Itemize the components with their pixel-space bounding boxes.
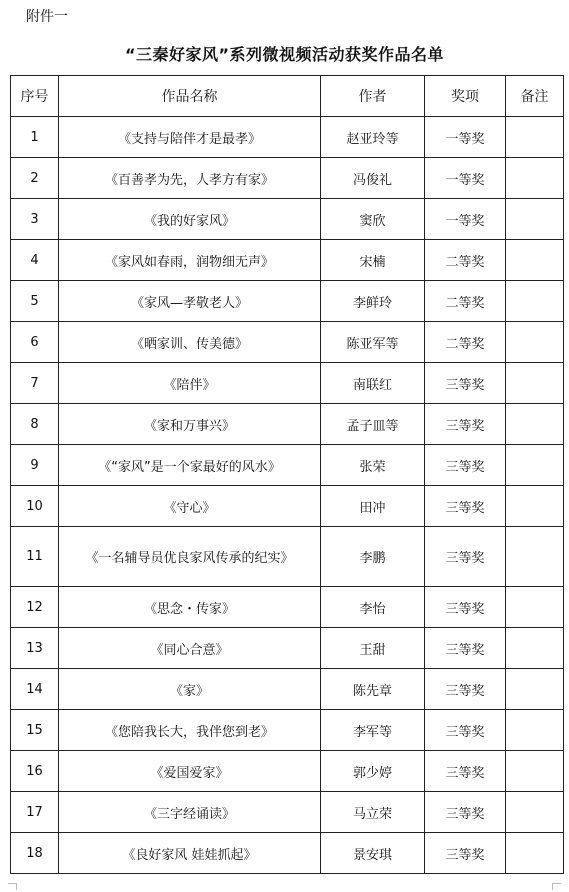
table-row	[11, 404, 564, 445]
cell-award: 二等奖	[425, 322, 506, 363]
cell-author: 李鹏	[321, 527, 425, 587]
cell-work-title: 《家》	[59, 669, 321, 710]
cell-work-title: 《我的好家风》	[59, 199, 321, 240]
attachment-label: 附件一	[26, 9, 68, 25]
cell-number: 18	[11, 833, 59, 874]
cell-work-title: 《“家风”是一个家最好的风水》	[59, 445, 321, 486]
cell-author: 李鲜玲	[321, 281, 425, 322]
table-row	[11, 669, 564, 710]
cell-number: 11	[11, 527, 59, 587]
cell-note	[506, 587, 564, 628]
cell-award: 二等奖	[425, 281, 506, 322]
header-no: 序号	[11, 76, 59, 117]
table-header-row	[11, 76, 564, 117]
table-row	[11, 792, 564, 833]
cell-note	[506, 833, 564, 874]
cell-number: 14	[11, 669, 59, 710]
table-row	[11, 281, 564, 322]
cell-award: 一等奖	[425, 199, 506, 240]
cell-author: 宋楠	[321, 240, 425, 281]
cell-author: 李怡	[321, 587, 425, 628]
header-work-title: 作品名称	[59, 76, 321, 117]
cell-award: 一等奖	[425, 158, 506, 199]
table-row	[11, 240, 564, 281]
table-row	[11, 751, 564, 792]
cell-note	[506, 404, 564, 445]
cell-number: 12	[11, 587, 59, 628]
cell-number: 6	[11, 322, 59, 363]
cell-work-title: 《您陪我长大，我伴您到老》	[59, 710, 321, 751]
cell-note	[506, 240, 564, 281]
cell-note	[506, 363, 564, 404]
table-row	[11, 486, 564, 527]
cell-work-title: 《同心合意》	[59, 628, 321, 669]
cell-note	[506, 751, 564, 792]
cell-author: 陈先章	[321, 669, 425, 710]
cell-note	[506, 199, 564, 240]
cell-author: 赵亚玲等	[321, 117, 425, 158]
cell-work-title: 《一名辅导员优良家风传承的纪实》	[59, 527, 321, 587]
cell-work-title: 《家风—孝敬老人》	[59, 281, 321, 322]
header-award: 奖项	[425, 76, 506, 117]
cell-number: 7	[11, 363, 59, 404]
cell-number: 15	[11, 710, 59, 751]
cell-note	[506, 710, 564, 751]
cell-work-title: 《三字经诵读》	[59, 792, 321, 833]
table-row	[11, 117, 564, 158]
document-title: “三秦好家风”系列微视频活动获奖作品名单	[124, 45, 445, 64]
cell-award: 二等奖	[425, 240, 506, 281]
cell-work-title: 《支持与陪伴才是最孝》	[59, 117, 321, 158]
table-row	[11, 527, 564, 587]
cell-award: 三等奖	[425, 669, 506, 710]
cell-work-title: 《百善孝为先，人孝方有家》	[59, 158, 321, 199]
cell-author: 孟子皿等	[321, 404, 425, 445]
cell-author: 窦欣	[321, 199, 425, 240]
table-body	[11, 117, 564, 874]
cell-author: 陈亚军等	[321, 322, 425, 363]
cell-note	[506, 628, 564, 669]
cell-work-title: 《晒家训、传美德》	[59, 322, 321, 363]
cell-note	[506, 669, 564, 710]
cell-number: 8	[11, 404, 59, 445]
cell-number: 3	[11, 199, 59, 240]
cell-award: 三等奖	[425, 587, 506, 628]
table-row	[11, 363, 564, 404]
cell-note	[506, 322, 564, 363]
cell-author: 田冲	[321, 486, 425, 527]
cell-number: 17	[11, 792, 59, 833]
cell-author: 李军等	[321, 710, 425, 751]
awards-table	[10, 75, 564, 874]
header-author: 作者	[321, 76, 425, 117]
cell-work-title: 《爱国爱家》	[59, 751, 321, 792]
cell-work-title: 《家风如春雨，润物细无声》	[59, 240, 321, 281]
cell-author: 王甜	[321, 628, 425, 669]
table-row	[11, 710, 564, 751]
table-row	[11, 158, 564, 199]
table-row	[11, 833, 564, 874]
cell-work-title: 《守心》	[59, 486, 321, 527]
cell-number: 10	[11, 486, 59, 527]
cell-number: 9	[11, 445, 59, 486]
cell-author: 冯俊礼	[321, 158, 425, 199]
cell-number: 1	[11, 117, 59, 158]
table-row	[11, 628, 564, 669]
cell-note	[506, 281, 564, 322]
table-row	[11, 322, 564, 363]
cell-number: 4	[11, 240, 59, 281]
cell-note	[506, 445, 564, 486]
page-corner-mark-right	[552, 883, 561, 890]
cell-award: 三等奖	[425, 628, 506, 669]
cell-award: 三等奖	[425, 751, 506, 792]
cell-award: 三等奖	[425, 404, 506, 445]
cell-author: 张荣	[321, 445, 425, 486]
cell-number: 13	[11, 628, 59, 669]
cell-award: 三等奖	[425, 527, 506, 587]
cell-award: 三等奖	[425, 445, 506, 486]
cell-number: 2	[11, 158, 59, 199]
cell-author: 郭少婷	[321, 751, 425, 792]
cell-note	[506, 792, 564, 833]
cell-note	[506, 527, 564, 587]
cell-note	[506, 486, 564, 527]
cell-award: 三等奖	[425, 833, 506, 874]
table-row	[11, 587, 564, 628]
cell-award: 三等奖	[425, 363, 506, 404]
cell-number: 5	[11, 281, 59, 322]
cell-author: 马立荣	[321, 792, 425, 833]
cell-award: 三等奖	[425, 710, 506, 751]
table-row	[11, 199, 564, 240]
cell-note	[506, 158, 564, 199]
cell-author: 南联红	[321, 363, 425, 404]
cell-award: 三等奖	[425, 486, 506, 527]
cell-note	[506, 117, 564, 158]
cell-work-title: 《良好家风 娃娃抓起》	[59, 833, 321, 874]
table-row	[11, 445, 564, 486]
cell-award: 三等奖	[425, 792, 506, 833]
cell-work-title: 《思念・传家》	[59, 587, 321, 628]
cell-work-title: 《陪伴》	[59, 363, 321, 404]
cell-award: 一等奖	[425, 117, 506, 158]
cell-work-title: 《家和万事兴》	[59, 404, 321, 445]
cell-author: 景安琪	[321, 833, 425, 874]
page-corner-mark-left	[8, 883, 17, 890]
cell-number: 16	[11, 751, 59, 792]
header-note: 备注	[506, 76, 564, 117]
